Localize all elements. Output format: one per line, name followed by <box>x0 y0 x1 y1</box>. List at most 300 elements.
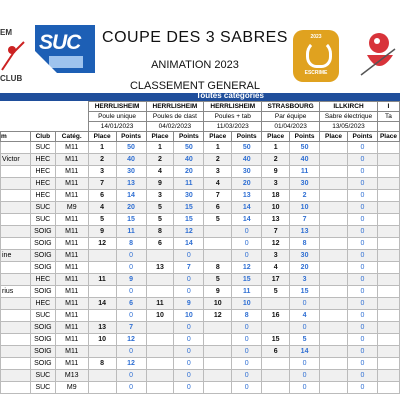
points-cell: 0 <box>174 286 204 298</box>
category-cell: M11 <box>55 142 88 154</box>
place-cell <box>377 274 399 286</box>
place-cell: 1 <box>262 142 290 154</box>
points-cell: 4 <box>290 310 320 322</box>
event-type-1: Poule unique <box>88 112 146 122</box>
points-cell: 0 <box>347 334 377 346</box>
table-row <box>1 202 400 214</box>
fencer-name <box>1 310 31 322</box>
place-cell <box>320 382 348 394</box>
fencer-name: Victor <box>1 154 31 166</box>
place-cell <box>377 382 399 394</box>
table-row <box>1 334 400 346</box>
fencer-name <box>1 358 31 370</box>
points-cell: 13 <box>116 178 146 190</box>
points-cell: 0 <box>347 226 377 238</box>
place-cell <box>88 382 116 394</box>
points-cell: 40 <box>116 154 146 166</box>
points-cell: 0 <box>232 226 262 238</box>
category-cell: M11 <box>55 310 88 322</box>
table-row <box>1 238 400 250</box>
club-cell: SUC <box>30 214 55 226</box>
page-subtitle: ANIMATION 2023 <box>151 59 239 71</box>
event-type-5: Sabre électrique <box>320 112 378 122</box>
logos-area <box>0 0 400 100</box>
club-cell: SUC <box>30 310 55 322</box>
points-cell: 10 <box>174 310 204 322</box>
category-banner-text: Toutes catégories <box>196 91 264 100</box>
category-cell: M11 <box>55 238 88 250</box>
place-cell: 1 <box>204 142 232 154</box>
points-cell: 0 <box>347 358 377 370</box>
place-cell: 8 <box>88 358 116 370</box>
place-cell: 10 <box>262 202 290 214</box>
place-cell <box>377 310 399 322</box>
col-header-cat: Catég. <box>55 132 88 142</box>
club-cell: HEC <box>30 190 55 202</box>
points-cell: 7 <box>116 322 146 334</box>
logo-left-text-bottom: CLUB <box>0 74 23 83</box>
points-cell: 0 <box>174 274 204 286</box>
club-logo-right <box>357 25 400 83</box>
points-cell: 0 <box>116 286 146 298</box>
place-cell <box>320 370 348 382</box>
points-cell: 8 <box>116 238 146 250</box>
event-date-3: 11/03/2023 <box>204 122 262 132</box>
club-cell: SUC <box>30 142 55 154</box>
points-cell: 8 <box>290 238 320 250</box>
event-date-4: 01/04/2023 <box>262 122 320 132</box>
classement-title: CLASSEMENT GENERAL <box>129 80 260 92</box>
place-cell <box>204 238 232 250</box>
table-row <box>1 190 400 202</box>
place-cell <box>146 274 174 286</box>
place-cell: 1 <box>88 142 116 154</box>
points-cell: 50 <box>232 142 262 154</box>
points-cell: 0 <box>347 142 377 154</box>
place-cell: 6 <box>204 202 232 214</box>
place-cell: 7 <box>262 226 290 238</box>
points-cell: 14 <box>116 190 146 202</box>
place-cell: 4 <box>88 202 116 214</box>
place-cell <box>377 370 399 382</box>
points-cell: 14 <box>290 346 320 358</box>
points-cell: 0 <box>232 238 262 250</box>
place-cell <box>320 262 348 274</box>
place-cell <box>320 358 348 370</box>
place-cell <box>204 346 232 358</box>
place-cell <box>262 382 290 394</box>
fencer-name <box>1 178 31 190</box>
place-cell <box>320 334 348 346</box>
points-cell: 0 <box>232 250 262 262</box>
place-cell: 5 <box>204 214 232 226</box>
suc-logo <box>35 25 95 73</box>
event-date-2: 04/02/2023 <box>146 122 204 132</box>
fencer-name <box>1 142 31 154</box>
category-cell: M11 <box>55 322 88 334</box>
points-cell: 12 <box>116 334 146 346</box>
points-cell: 0 <box>347 178 377 190</box>
ranking-table-body <box>1 102 400 394</box>
points-cell: 10 <box>232 298 262 310</box>
points-cell: 11 <box>174 178 204 190</box>
place-cell: 13 <box>146 262 174 274</box>
table-row <box>1 154 400 166</box>
points-cell: 15 <box>174 214 204 226</box>
points-cell: 0 <box>347 298 377 310</box>
place-cell <box>146 250 174 262</box>
event-place-6: I <box>377 102 399 112</box>
points-cell: 0 <box>174 322 204 334</box>
suc-logo-cut <box>35 51 57 73</box>
event-place-1: HERRLISHEIM <box>88 102 146 112</box>
table-row <box>1 262 400 274</box>
place-cell <box>146 286 174 298</box>
event-type-row <box>1 112 400 122</box>
table-row <box>1 226 400 238</box>
place-cell <box>377 166 399 178</box>
place-cell: 15 <box>262 334 290 346</box>
points-cell: 2 <box>290 190 320 202</box>
category-cell: M11 <box>55 154 88 166</box>
place-cell <box>377 178 399 190</box>
points-cell: 0 <box>232 322 262 334</box>
col-header-place: Place <box>377 132 399 142</box>
points-cell: 50 <box>174 142 204 154</box>
event-place-row <box>1 102 400 112</box>
club-cell: SOIG <box>30 346 55 358</box>
place-cell: 9 <box>88 226 116 238</box>
points-cell: 5 <box>290 334 320 346</box>
place-cell: 14 <box>88 298 116 310</box>
col-header-points: Points <box>174 132 204 142</box>
points-cell: 0 <box>290 322 320 334</box>
place-cell: 9 <box>204 286 232 298</box>
category-cell: M13 <box>55 370 88 382</box>
points-cell: 40 <box>174 154 204 166</box>
points-cell: 0 <box>347 214 377 226</box>
place-cell <box>377 154 399 166</box>
points-cell: 30 <box>174 190 204 202</box>
col-header-points: Points <box>232 132 262 142</box>
place-cell <box>146 382 174 394</box>
event-place-4: STRASBOURG <box>262 102 320 112</box>
points-cell: 0 <box>174 334 204 346</box>
fencer-mascot-icon <box>357 25 400 83</box>
place-cell <box>320 346 348 358</box>
points-cell: 0 <box>116 382 146 394</box>
points-cell: 0 <box>116 346 146 358</box>
table-row <box>1 166 400 178</box>
place-cell: 18 <box>262 190 290 202</box>
gold-flame-logo <box>293 30 339 82</box>
points-cell: 15 <box>116 214 146 226</box>
place-cell: 3 <box>204 166 232 178</box>
category-cell: M11 <box>55 214 88 226</box>
place-cell: 2 <box>262 154 290 166</box>
category-cell: M11 <box>55 178 88 190</box>
place-cell <box>204 250 232 262</box>
place-cell <box>320 154 348 166</box>
club-cell: SOIG <box>30 226 55 238</box>
points-cell: 0 <box>290 370 320 382</box>
event-place-5: ILLKIRCH <box>320 102 378 112</box>
event-type-3: Poules + tab <box>204 112 262 122</box>
col-header-place: Place <box>262 132 290 142</box>
place-cell <box>88 370 116 382</box>
category-cell: M9 <box>55 202 88 214</box>
table-row <box>1 310 400 322</box>
column-header-row <box>1 132 400 142</box>
points-cell: 0 <box>347 346 377 358</box>
points-cell: 14 <box>232 214 262 226</box>
place-cell <box>88 262 116 274</box>
points-cell: 0 <box>347 190 377 202</box>
place-cell: 10 <box>88 334 116 346</box>
table-row <box>1 346 400 358</box>
place-cell: 13 <box>262 214 290 226</box>
points-cell: 15 <box>174 202 204 214</box>
category-cell: M11 <box>55 334 88 346</box>
points-cell: 0 <box>232 358 262 370</box>
place-cell <box>88 250 116 262</box>
place-cell <box>377 238 399 250</box>
points-cell: 0 <box>174 358 204 370</box>
fencer-name <box>1 274 31 286</box>
page-title: COUPE DES 3 SABRES <box>102 29 288 46</box>
col-header-points: Points <box>290 132 320 142</box>
place-cell <box>377 322 399 334</box>
points-cell: 0 <box>347 370 377 382</box>
place-cell: 11 <box>146 298 174 310</box>
table-row <box>1 370 400 382</box>
fencer-name <box>1 202 31 214</box>
fencer-name <box>1 322 31 334</box>
event-type-4: Par équipe <box>262 112 320 122</box>
place-cell: 1 <box>146 142 174 154</box>
category-cell: M11 <box>55 262 88 274</box>
points-cell: 0 <box>347 286 377 298</box>
fencer-name <box>1 238 31 250</box>
place-cell: 9 <box>262 166 290 178</box>
fencer-name <box>1 334 31 346</box>
fencer-name <box>1 298 31 310</box>
fencer-name: rius <box>1 286 31 298</box>
points-cell: 9 <box>116 274 146 286</box>
points-cell: 13 <box>290 226 320 238</box>
place-cell: 5 <box>146 214 174 226</box>
place-cell <box>377 286 399 298</box>
table-row <box>1 178 400 190</box>
place-cell <box>204 322 232 334</box>
category-cell: M11 <box>55 166 88 178</box>
points-cell: 0 <box>174 346 204 358</box>
place-cell <box>146 334 174 346</box>
place-cell <box>204 226 232 238</box>
place-cell <box>204 370 232 382</box>
col-header-points: Points <box>347 132 377 142</box>
points-cell: 40 <box>232 154 262 166</box>
category-cell: M11 <box>55 250 88 262</box>
gold-logo-year: 2023 <box>310 34 322 40</box>
club-cell: HEC <box>30 298 55 310</box>
points-cell: 20 <box>116 202 146 214</box>
points-cell: 12 <box>174 226 204 238</box>
place-cell: 12 <box>204 310 232 322</box>
points-cell: 0 <box>347 238 377 250</box>
category-cell: M11 <box>55 226 88 238</box>
category-cell: M11 <box>55 274 88 286</box>
blank-header-cell <box>1 102 89 112</box>
place-cell <box>88 286 116 298</box>
event-place-3: HERRLISHEIM <box>204 102 262 112</box>
points-cell: 0 <box>347 154 377 166</box>
place-cell: 17 <box>262 274 290 286</box>
table-row <box>1 142 400 154</box>
points-cell: 8 <box>232 310 262 322</box>
col-header-club: Club <box>30 132 55 142</box>
points-cell: 0 <box>232 334 262 346</box>
club-cell: HEC <box>30 178 55 190</box>
place-cell <box>262 370 290 382</box>
points-cell: 14 <box>174 238 204 250</box>
place-cell <box>204 382 232 394</box>
points-cell: 11 <box>232 286 262 298</box>
points-cell: 0 <box>116 250 146 262</box>
event-date-row <box>1 122 400 132</box>
points-cell: 0 <box>290 382 320 394</box>
place-cell <box>377 142 399 154</box>
fencer-name: ine <box>1 250 31 262</box>
points-cell: 30 <box>290 178 320 190</box>
place-cell <box>377 262 399 274</box>
place-cell <box>320 202 348 214</box>
place-cell: 13 <box>88 322 116 334</box>
points-cell: 0 <box>116 310 146 322</box>
points-cell: 0 <box>116 262 146 274</box>
logo-left-text-top: EM <box>0 28 12 37</box>
place-cell <box>320 286 348 298</box>
category-cell: M11 <box>55 358 88 370</box>
place-cell: 7 <box>88 178 116 190</box>
category-cell: M11 <box>55 286 88 298</box>
place-cell <box>320 310 348 322</box>
fencer-name <box>1 382 31 394</box>
place-cell: 7 <box>204 190 232 202</box>
club-cell: SOIG <box>30 262 55 274</box>
col-header-place: Place <box>146 132 174 142</box>
club-cell: HEC <box>30 274 55 286</box>
points-cell: 0 <box>347 166 377 178</box>
place-cell <box>320 142 348 154</box>
place-cell: 2 <box>146 154 174 166</box>
place-cell <box>377 202 399 214</box>
points-cell: 0 <box>347 310 377 322</box>
place-cell: 10 <box>146 310 174 322</box>
points-cell: 20 <box>290 262 320 274</box>
category-cell: M11 <box>55 346 88 358</box>
gold-logo-text: ESCRIME <box>304 70 328 76</box>
club-cell: HEC <box>30 154 55 166</box>
place-cell <box>88 346 116 358</box>
table-row <box>1 286 400 298</box>
points-cell: 30 <box>232 166 262 178</box>
place-cell: 4 <box>146 166 174 178</box>
table-row <box>1 322 400 334</box>
place-cell: 12 <box>262 238 290 250</box>
points-cell: 11 <box>290 166 320 178</box>
points-cell: 0 <box>290 358 320 370</box>
place-cell: 2 <box>88 154 116 166</box>
place-cell: 4 <box>204 178 232 190</box>
ranking-table <box>0 101 400 394</box>
place-cell: 12 <box>88 238 116 250</box>
place-cell <box>377 334 399 346</box>
place-cell <box>377 226 399 238</box>
table-row <box>1 214 400 226</box>
place-cell <box>320 238 348 250</box>
place-cell: 16 <box>262 310 290 322</box>
points-cell: 50 <box>290 142 320 154</box>
place-cell: 5 <box>146 202 174 214</box>
place-cell: 6 <box>146 238 174 250</box>
place-cell <box>204 334 232 346</box>
points-cell: 30 <box>290 250 320 262</box>
place-cell: 3 <box>146 190 174 202</box>
points-cell: 50 <box>116 142 146 154</box>
points-cell: 20 <box>232 178 262 190</box>
place-cell <box>377 346 399 358</box>
points-cell: 15 <box>290 286 320 298</box>
points-cell: 7 <box>290 214 320 226</box>
points-cell: 0 <box>174 370 204 382</box>
place-cell: 5 <box>262 286 290 298</box>
points-cell: 12 <box>116 358 146 370</box>
points-cell: 0 <box>347 382 377 394</box>
club-cell: SOIG <box>30 322 55 334</box>
place-cell: 2 <box>204 154 232 166</box>
points-cell: 0 <box>116 370 146 382</box>
table-row <box>1 250 400 262</box>
place-cell: 3 <box>262 250 290 262</box>
points-cell: 0 <box>232 346 262 358</box>
club-cell: SOIG <box>30 358 55 370</box>
points-cell: 14 <box>232 202 262 214</box>
col-header-place: Place <box>204 132 232 142</box>
points-cell: 0 <box>174 250 204 262</box>
place-cell <box>320 322 348 334</box>
place-cell <box>88 310 116 322</box>
category-cell: M9 <box>55 382 88 394</box>
place-cell: 6 <box>262 346 290 358</box>
fencer-name <box>1 226 31 238</box>
place-cell <box>320 274 348 286</box>
place-cell: 11 <box>88 274 116 286</box>
place-cell <box>320 298 348 310</box>
table-row <box>1 298 400 310</box>
category-banner <box>0 93 400 101</box>
points-cell: 0 <box>347 262 377 274</box>
table-row <box>1 274 400 286</box>
place-cell: 4 <box>262 262 290 274</box>
place-cell <box>320 226 348 238</box>
points-cell: 0 <box>290 298 320 310</box>
points-cell: 0 <box>174 382 204 394</box>
category-cell: M11 <box>55 298 88 310</box>
fencer-icon <box>0 36 30 76</box>
table-row <box>1 358 400 370</box>
fencer-name <box>1 166 31 178</box>
